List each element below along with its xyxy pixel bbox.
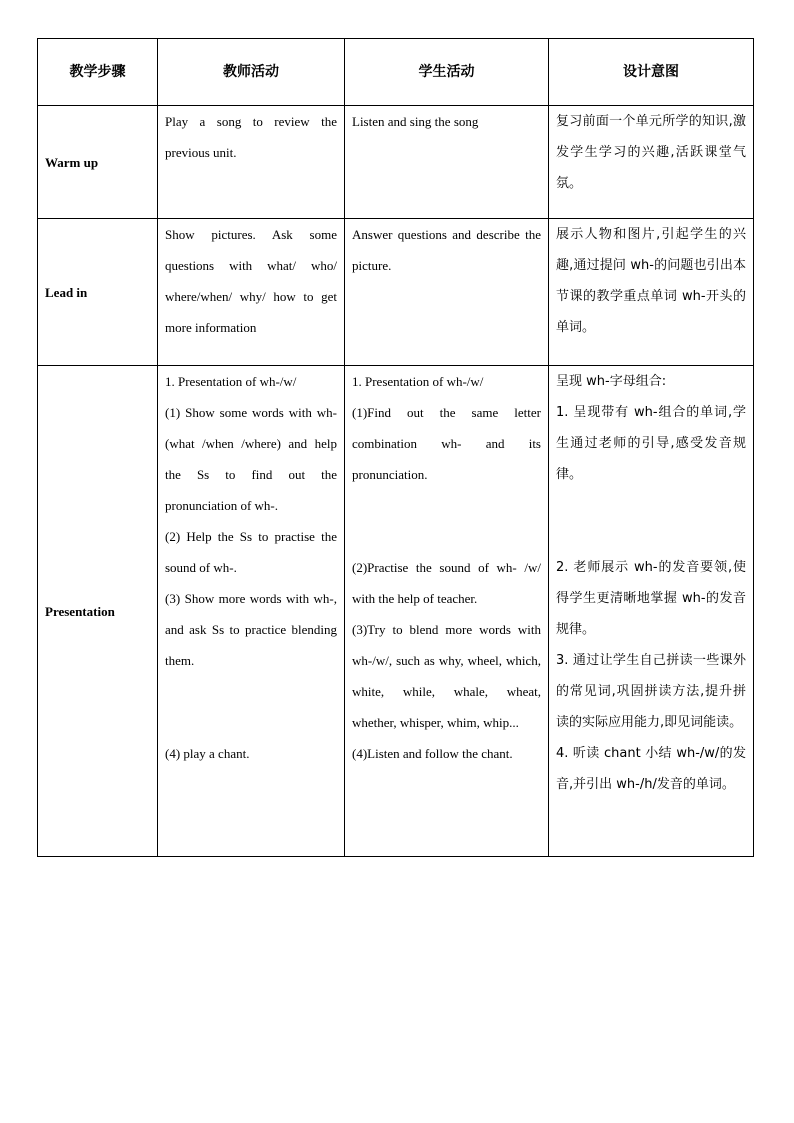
- teacher-activity-text: 1. Presentation of wh-/w/: [165, 374, 297, 389]
- design-intent-text: 2. 老师展示 wh-的发音要领,使得学生更清晰地掌握 wh-的发音规律。: [556, 560, 746, 637]
- student-activity-text: (2)Practise the sound of wh- /w/ with the help of teacher.: [352, 560, 541, 606]
- design-intent-cell: [549, 366, 754, 857]
- student-activity-text: (3)Try to blend more words with wh-/w/, such as why, wheel, which, white, while, whale, wheat, whether, whisper, whim, whip...: [352, 622, 541, 730]
- header-step: 教学步骤: [38, 39, 158, 106]
- student-activity-text: 1. Presentation of wh-/w/: [352, 374, 484, 389]
- lesson-plan-table: [37, 38, 754, 857]
- header-student-activity: 学生活动: [345, 39, 549, 106]
- spacer: [556, 490, 746, 552]
- design-intent-text: 展示人物和图片,引起学生的兴趣,通过提问 wh-的问题也引出本节课的教学重点单词 wh-开头的单词。: [556, 227, 746, 335]
- design-intent-text: 4. 听读 chant 小结 wh-/w/的发音,并引出 wh-/h/发音的单词。: [556, 746, 746, 792]
- header-row: [38, 39, 754, 106]
- student-activity-cell: [345, 106, 549, 219]
- spacer: [165, 676, 337, 738]
- design-intent-text: 复习前面一个单元所学的知识,激发学生学习的兴趣,活跃课堂气氛。: [556, 114, 746, 191]
- table-row-lead-in: [38, 219, 754, 366]
- step-cell: Warm up: [38, 106, 158, 219]
- design-intent-text: 3. 通过让学生自己拼读一些课外的常见词,巩固拼读方法,提升拼读的实际应用能力,即见词能读。: [556, 653, 746, 730]
- header-teacher-activity: 教师活动: [158, 39, 345, 106]
- table-row-warm-up: [38, 106, 754, 219]
- step-cell: Presentation: [38, 366, 158, 857]
- step-cell: Lead in: [38, 219, 158, 366]
- student-activity-text: Listen and sing the song: [352, 114, 479, 129]
- header-design-intent: 设计意图: [549, 39, 754, 106]
- design-intent-text: 呈现 wh-字母组合:: [556, 374, 667, 389]
- design-intent-cell: [549, 106, 754, 219]
- student-activity-text: (1)Find out the same letter combination wh- and its pronunciation.: [352, 405, 541, 482]
- student-activity-cell: [345, 219, 549, 366]
- teacher-activity-text: Play a song to review the previous unit.: [165, 114, 337, 160]
- student-activity-text: Answer questions and describe the picture.: [352, 227, 541, 273]
- teacher-activity-text: Show pictures. Ask some questions with what/ who/ where/when/ why/ how to get more information: [165, 227, 337, 335]
- student-activity-cell: [345, 366, 549, 857]
- table-row-presentation: [38, 366, 754, 857]
- teacher-activity-cell: [158, 219, 345, 366]
- student-activity-text: (4)Listen and follow the chant.: [352, 746, 513, 761]
- teacher-activity-cell: [158, 366, 345, 857]
- spacer: [352, 490, 541, 552]
- teacher-activity-text: (3) Show more words with wh-, and ask Ss to practice blending them.: [165, 591, 337, 668]
- teacher-activity-text: (4) play a chant.: [165, 746, 250, 761]
- teacher-activity-cell: [158, 106, 345, 219]
- design-intent-cell: [549, 219, 754, 366]
- teacher-activity-text: (1) Show some words with wh- (what /when /where) and help the Ss to find out the pronunciation of wh-.: [165, 405, 337, 513]
- teacher-activity-text: (2) Help the Ss to practise the sound of wh-.: [165, 529, 337, 575]
- design-intent-text: 1. 呈现带有 wh-组合的单词,学生通过老师的引导,感受发音规律。: [556, 405, 746, 482]
